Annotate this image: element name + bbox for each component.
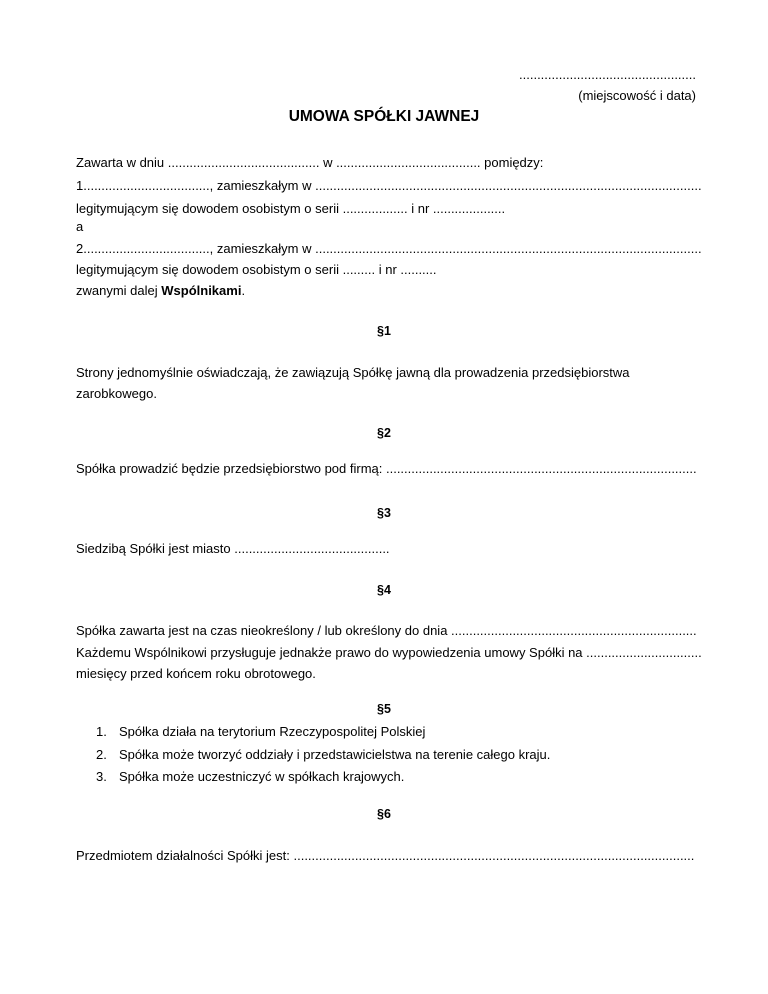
section-6-heading: §6 xyxy=(377,807,391,821)
closing-suffix: . xyxy=(241,283,246,298)
section-1-heading: §1 xyxy=(377,324,391,338)
item-number: 3. xyxy=(96,769,107,784)
section-3-heading: §3 xyxy=(377,506,391,520)
section-2-heading: §2 xyxy=(377,426,391,440)
intro-line: Zawarta w dniu .......................................... w ........................................ pomiędzy: xyxy=(76,155,544,170)
party1-id-line: legitymującym się dowodem osobistym o serii .................. i nr .................... xyxy=(76,201,506,216)
date-placeholder-line: ................................................. xyxy=(519,67,696,82)
item-text: Spółka może tworzyć oddziały i przedstawicielstwa na terenie całego kraju. xyxy=(119,747,551,762)
section-5-heading: §5 xyxy=(377,702,391,716)
item-text: Spółka działa na terytorium Rzeczypospolitej Polskiej xyxy=(119,724,426,739)
party2-line: 2..................................., zamieszkałym w ........................................................................................................... xyxy=(76,241,702,256)
section-3-line1: Siedzibą Spółki jest miasto ........................................... xyxy=(76,541,390,556)
date-caption: (miejscowość i data) xyxy=(578,88,696,103)
item-number: 1. xyxy=(96,724,107,739)
section-4-line2: Każdemu Wspólnikowi przysługuje jednakże prawo do wypowiedzenia umowy Spółki na ................................ xyxy=(76,645,702,660)
section-4-line3: miesięcy przed końcem roku obrotowego. xyxy=(76,666,316,681)
item-number: 2. xyxy=(96,747,107,762)
party2-id-line: legitymującym się dowodem osobistym o serii ......... i nr .......... xyxy=(76,262,437,277)
section-1-line1: Strony jednomyślnie oświadczają, że zawiązują Spółkę jawną dla prowadzenia przedsiębiorstwa xyxy=(76,365,630,380)
document-title: UMOWA SPÓŁKI JAWNEJ xyxy=(288,108,480,125)
section-4-heading: §4 xyxy=(377,583,391,597)
section-1-line2: zarobkowego. xyxy=(76,386,157,401)
parties-closing xyxy=(76,283,245,299)
item-text: Spółka może uczestniczyć w spółkach krajowych. xyxy=(119,769,405,784)
closing-prefix: zwanymi dalej xyxy=(76,283,162,298)
conjunction: a xyxy=(76,219,84,234)
closing-bold: Wspólnikami xyxy=(161,283,242,298)
section-6-line1: Przedmiotem działalności Spółki jest: ............................................................................................................... xyxy=(76,848,695,863)
section-2-line1: Spółka prowadzić będzie przedsiębiorstwo pod firmą: ...................................................................................... xyxy=(76,461,697,476)
section-4-line1: Spółka zawarta jest na czas nieokreślony / lub określony do dnia .................................................................... xyxy=(76,623,697,638)
party1-line: 1..................................., zamieszkałym w ........................................................................................................... xyxy=(76,178,702,193)
